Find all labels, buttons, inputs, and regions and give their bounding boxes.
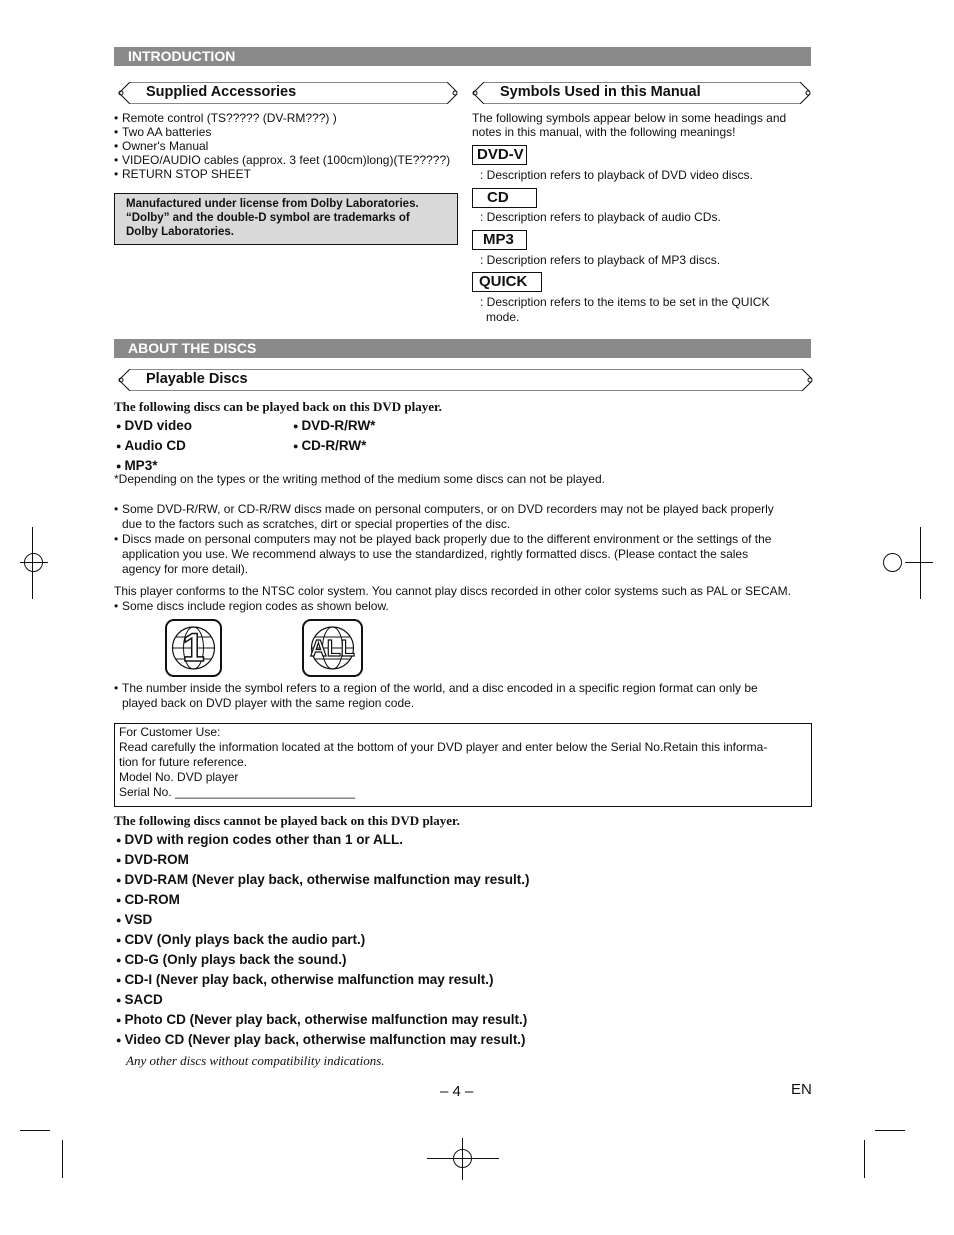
symbol-cd: CD	[472, 188, 537, 208]
page-number: – 4 –	[440, 1083, 474, 1100]
customer-line: For Customer Use:	[119, 725, 221, 739]
note-line: • The number inside the symbol refers to a region of the world, and a disc encoded in a specific region format can only be	[122, 681, 758, 695]
symbol-desc: : Description refers to playback of MP3 discs.	[480, 253, 721, 267]
customer-line: Read carefully the information located at the bottom of your DVD player and enter below the Serial No.Retain this informa-	[119, 740, 768, 754]
crop-mark	[920, 527, 921, 599]
subhead-label: Playable Discs	[146, 371, 248, 387]
note-line: due to the factors such as scratches, dirt or special properties of the disc.	[122, 517, 511, 531]
registration-mark	[883, 553, 902, 572]
region-label: 1	[182, 626, 205, 670]
symbols-intro-line: notes in this manual, with the following meanings!	[472, 125, 736, 139]
list-item: • Owner's Manual	[114, 139, 454, 153]
list-item: • Remote control (TS????? (DV-RM???) )	[114, 111, 454, 125]
crop-mark	[864, 1140, 865, 1178]
subhead-supplied-accessories	[116, 82, 460, 104]
crop-mark	[905, 562, 933, 563]
section-header-introduction: INTRODUCTION	[114, 47, 811, 66]
list-item: • RETURN STOP SHEET	[114, 167, 454, 181]
symbols-intro-line: The following symbols appear below in some headings and	[472, 111, 787, 125]
list-item: ● DVD video	[116, 416, 192, 436]
dolby-line: Dolby Laboratories.	[126, 226, 234, 238]
crop-mark	[62, 1140, 63, 1178]
list-item: ● DVD-ROM	[116, 850, 530, 870]
region-explain-list	[114, 681, 814, 711]
customer-line: tion for future reference.	[119, 755, 248, 769]
crop-mark	[875, 1130, 905, 1131]
dolby-line: “Dolby” and the double-D symbol are trademarks of	[126, 212, 410, 224]
customer-line: Serial No. ___________________________	[119, 785, 356, 799]
list-item: ● Video CD (Never play back, otherwise malfunction may result.)	[116, 1030, 530, 1050]
list-item: ● MP3*	[116, 456, 192, 476]
symbols-intro	[472, 111, 812, 139]
symbol-desc: : Description refers to the items to be set in the QUICK	[480, 295, 770, 309]
list-item: ● DVD with region codes other than 1 or ALL.	[116, 830, 530, 850]
note-line: • Discs made on personal computers may not be played back properly due to the different environment or the settings of the	[122, 532, 772, 546]
list-item: ● DVD-RAM (Never play back, otherwise malfunction may result.)	[116, 870, 530, 890]
list-item: • Two AA batteries	[114, 125, 454, 139]
note-line: • Some DVD-R/RW, or CD-R/RW discs made on personal computers, or on DVD recorders may not be played back properly	[122, 502, 774, 516]
symbol-mp3: MP3	[472, 230, 527, 250]
list-item: ● CD-ROM	[116, 890, 530, 910]
list-item: • VIDEO/AUDIO cables (approx. 3 feet (100cm)long)(TE?????)	[114, 153, 454, 167]
list-item: ● VSD	[116, 910, 530, 930]
subhead-label: Symbols Used in this Manual	[500, 84, 701, 100]
ntsc-note: This player conforms to the NTSC color system. You cannot play discs recorded in other color systems such as PAL or SECAM.	[114, 584, 791, 598]
list-item: ● CD-I (Never play back, otherwise malfunction may result.)	[116, 970, 530, 990]
section-header-about-discs: ABOUT THE DISCS	[114, 339, 811, 358]
list-item	[114, 681, 814, 711]
customer-line: Model No. DVD player	[119, 770, 239, 784]
list-item: ● Audio CD	[116, 436, 192, 456]
playable-list-col1	[116, 416, 192, 476]
other-discs-note: Any other discs without compatibility indications.	[126, 1053, 385, 1068]
not-playable-list	[116, 830, 530, 1050]
region-label: ALL	[310, 635, 355, 661]
playable-list-col2	[293, 416, 375, 456]
registration-mark	[24, 553, 43, 572]
region-note-list	[114, 599, 389, 613]
subhead-symbols-used	[470, 82, 813, 104]
registration-mark	[453, 1149, 472, 1168]
footnote: *Depending on the types or the writing method of the medium some discs can not be played.	[114, 472, 605, 486]
region-1-icon	[165, 619, 222, 677]
symbol-quick: QUICK	[472, 272, 542, 292]
customer-use-box	[114, 723, 812, 807]
playable-intro: The following discs can be played back on this DVD player.	[114, 399, 442, 414]
list-item: ● CD-G (Only plays back the sound.)	[116, 950, 530, 970]
symbol-desc: : Description refers to playback of audio CDs.	[480, 210, 721, 224]
list-item	[114, 502, 814, 532]
symbol-desc: : Description refers to playback of DVD video discs.	[480, 168, 753, 182]
symbol-dvd-v: DVD-V	[472, 145, 527, 165]
list-item	[114, 532, 814, 577]
dolby-line: Manufactured under license from Dolby Laboratories.	[126, 198, 419, 210]
list-item: ● CDV (Only plays back the audio part.)	[116, 930, 530, 950]
crop-mark	[20, 1130, 50, 1131]
language-label: EN	[791, 1081, 812, 1098]
note-line: agency for more detail).	[122, 562, 249, 576]
notes-list	[114, 502, 814, 577]
note-line: played back on DVD player with the same region code.	[122, 696, 415, 710]
list-item: ● DVD-R/RW*	[293, 416, 375, 436]
symbol-desc-cont: mode.	[486, 310, 520, 324]
not-playable-intro: The following discs cannot be played back on this DVD player.	[114, 813, 460, 828]
list-item: ● Photo CD (Never play back, otherwise malfunction may result.)	[116, 1010, 530, 1030]
list-item: ● SACD	[116, 990, 530, 1010]
list-item: ● CD-R/RW*	[293, 436, 375, 456]
region-all-icon	[302, 619, 363, 677]
list-item: • Some discs include region codes as shown below.	[114, 599, 389, 613]
dolby-notice-box	[114, 193, 458, 245]
subhead-label: Supplied Accessories	[146, 84, 297, 100]
accessories-list	[114, 111, 454, 181]
subhead-playable-discs	[116, 369, 816, 391]
note-line: application you use. We recommend always to use the standardized, rightly formatted discs. (Please contact the sales	[122, 547, 749, 561]
